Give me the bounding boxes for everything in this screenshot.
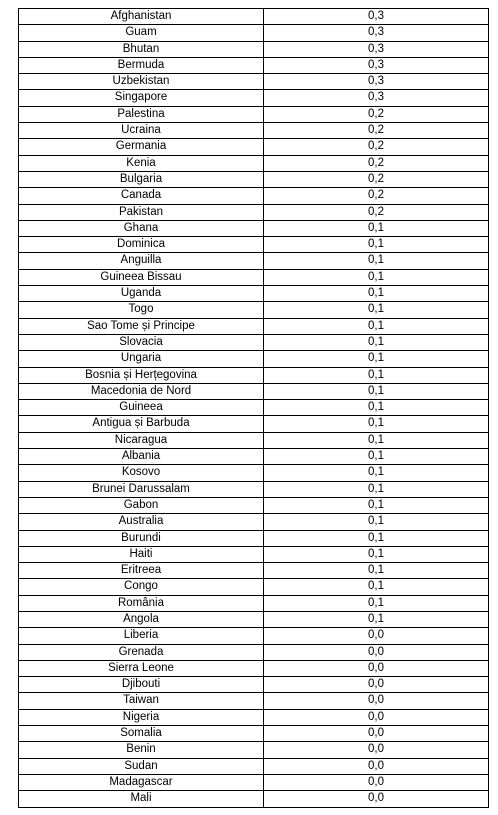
table-row [19,514,489,530]
table-row [19,237,489,253]
value-cell: 0,1 [264,611,489,627]
value-cell: 0,1 [264,334,489,350]
table-row [19,726,489,742]
table-row [19,481,489,497]
country-cell: Djibouti [19,677,264,693]
table-row [19,628,489,644]
country-cell: Uganda [19,286,264,302]
country-cell: Liberia [19,628,264,644]
country-cell: Kenia [19,155,264,171]
value-cell: 0,2 [264,139,489,155]
table-row [19,253,489,269]
value-cell: 0,2 [264,188,489,204]
table-row [19,660,489,676]
table-row [19,449,489,465]
value-cell: 0,1 [264,563,489,579]
table-row [19,123,489,139]
table-row [19,595,489,611]
country-cell: Sao Tome și Principe [19,318,264,334]
table-row [19,74,489,90]
value-cell: 0,3 [264,41,489,57]
table-row [19,416,489,432]
value-cell: 0,0 [264,774,489,790]
country-cell: Brunei Darussalam [19,481,264,497]
country-cell: Congo [19,579,264,595]
table-row [19,367,489,383]
table-row [19,497,489,513]
value-cell: 0,1 [264,497,489,513]
value-cell: 0,0 [264,644,489,660]
country-cell: Bulgaria [19,171,264,187]
country-value-table [18,8,489,808]
table-body [19,9,489,808]
country-cell: Nigeria [19,709,264,725]
value-cell: 0,1 [264,400,489,416]
table-row [19,758,489,774]
value-cell: 0,0 [264,660,489,676]
table-row [19,302,489,318]
country-cell: Bosnia și Herțegovina [19,367,264,383]
value-cell: 0,1 [264,432,489,448]
country-cell: Germania [19,139,264,155]
table-row [19,611,489,627]
country-cell: Pakistan [19,204,264,220]
value-cell: 0,2 [264,123,489,139]
value-cell: 0,0 [264,758,489,774]
value-cell: 0,1 [264,318,489,334]
country-cell: Anguilla [19,253,264,269]
table-row [19,318,489,334]
value-cell: 0,3 [264,90,489,106]
value-cell: 0,0 [264,726,489,742]
table-row [19,269,489,285]
country-cell: Madagascar [19,774,264,790]
country-cell: Antigua și Barbuda [19,416,264,432]
table-row [19,286,489,302]
value-cell: 0,2 [264,171,489,187]
country-cell: Albania [19,449,264,465]
country-cell: Eritreea [19,563,264,579]
country-cell: Afghanistan [19,9,264,25]
country-cell: Sudan [19,758,264,774]
table-row [19,774,489,790]
table-row [19,155,489,171]
country-cell: România [19,595,264,611]
value-cell: 0,3 [264,57,489,73]
country-cell: Bhutan [19,41,264,57]
table-row [19,25,489,41]
country-cell: Grenada [19,644,264,660]
table-row [19,465,489,481]
country-cell: Ghana [19,220,264,236]
value-cell: 0,0 [264,742,489,758]
table-row [19,220,489,236]
value-cell: 0,1 [264,416,489,432]
table-row [19,57,489,73]
country-cell: Bermuda [19,57,264,73]
table-row [19,400,489,416]
value-cell: 0,3 [264,9,489,25]
table-row [19,204,489,220]
country-cell: Palestina [19,106,264,122]
value-cell: 0,1 [264,351,489,367]
country-cell: Taiwan [19,693,264,709]
country-cell: Uzbekistan [19,74,264,90]
value-cell: 0,1 [264,546,489,562]
value-cell: 0,1 [264,269,489,285]
country-cell: Mali [19,791,264,807]
country-cell: Haiti [19,546,264,562]
table-row [19,530,489,546]
country-cell: Angola [19,611,264,627]
table-row [19,432,489,448]
value-cell: 0,1 [264,383,489,399]
country-cell: Sierra Leone [19,660,264,676]
table-row [19,383,489,399]
value-cell: 0,0 [264,693,489,709]
country-cell: Gabon [19,497,264,513]
value-cell: 0,1 [264,253,489,269]
value-cell: 0,1 [264,449,489,465]
country-cell: Slovacia [19,334,264,350]
value-cell: 0,3 [264,25,489,41]
value-cell: 0,1 [264,481,489,497]
country-cell: Ungaria [19,351,264,367]
country-cell: Benin [19,742,264,758]
country-cell: Ucraina [19,123,264,139]
value-cell: 0,1 [264,530,489,546]
table-row [19,351,489,367]
value-cell: 0,3 [264,74,489,90]
table-row [19,546,489,562]
value-cell: 0,2 [264,204,489,220]
value-cell: 0,1 [264,237,489,253]
table-row [19,563,489,579]
table-row [19,579,489,595]
table-row [19,644,489,660]
value-cell: 0,0 [264,628,489,644]
table-row [19,9,489,25]
value-cell: 0,2 [264,106,489,122]
value-cell: 0,1 [264,465,489,481]
country-cell: Nicaragua [19,432,264,448]
country-cell: Dominica [19,237,264,253]
table-row [19,90,489,106]
value-cell: 0,0 [264,677,489,693]
value-cell: 0,1 [264,220,489,236]
value-cell: 0,2 [264,155,489,171]
table-row [19,139,489,155]
value-cell: 0,0 [264,791,489,807]
country-cell: Macedonia de Nord [19,383,264,399]
table-row [19,677,489,693]
table-row [19,41,489,57]
value-cell: 0,1 [264,514,489,530]
table-row [19,106,489,122]
country-cell: Guam [19,25,264,41]
country-cell: Singapore [19,90,264,106]
table-row [19,742,489,758]
table-row [19,709,489,725]
country-cell: Canada [19,188,264,204]
country-cell: Burundi [19,530,264,546]
table-row [19,693,489,709]
country-cell: Kosovo [19,465,264,481]
value-cell: 0,0 [264,709,489,725]
country-cell: Australia [19,514,264,530]
value-cell: 0,1 [264,595,489,611]
country-cell: Guineea Bissau [19,269,264,285]
table-row [19,171,489,187]
value-cell: 0,1 [264,367,489,383]
table-row [19,334,489,350]
table-row [19,188,489,204]
value-cell: 0,1 [264,302,489,318]
value-cell: 0,1 [264,579,489,595]
country-cell: Somalia [19,726,264,742]
table-row [19,791,489,807]
country-cell: Guineea [19,400,264,416]
country-table-container [18,8,488,808]
value-cell: 0,1 [264,286,489,302]
country-cell: Togo [19,302,264,318]
